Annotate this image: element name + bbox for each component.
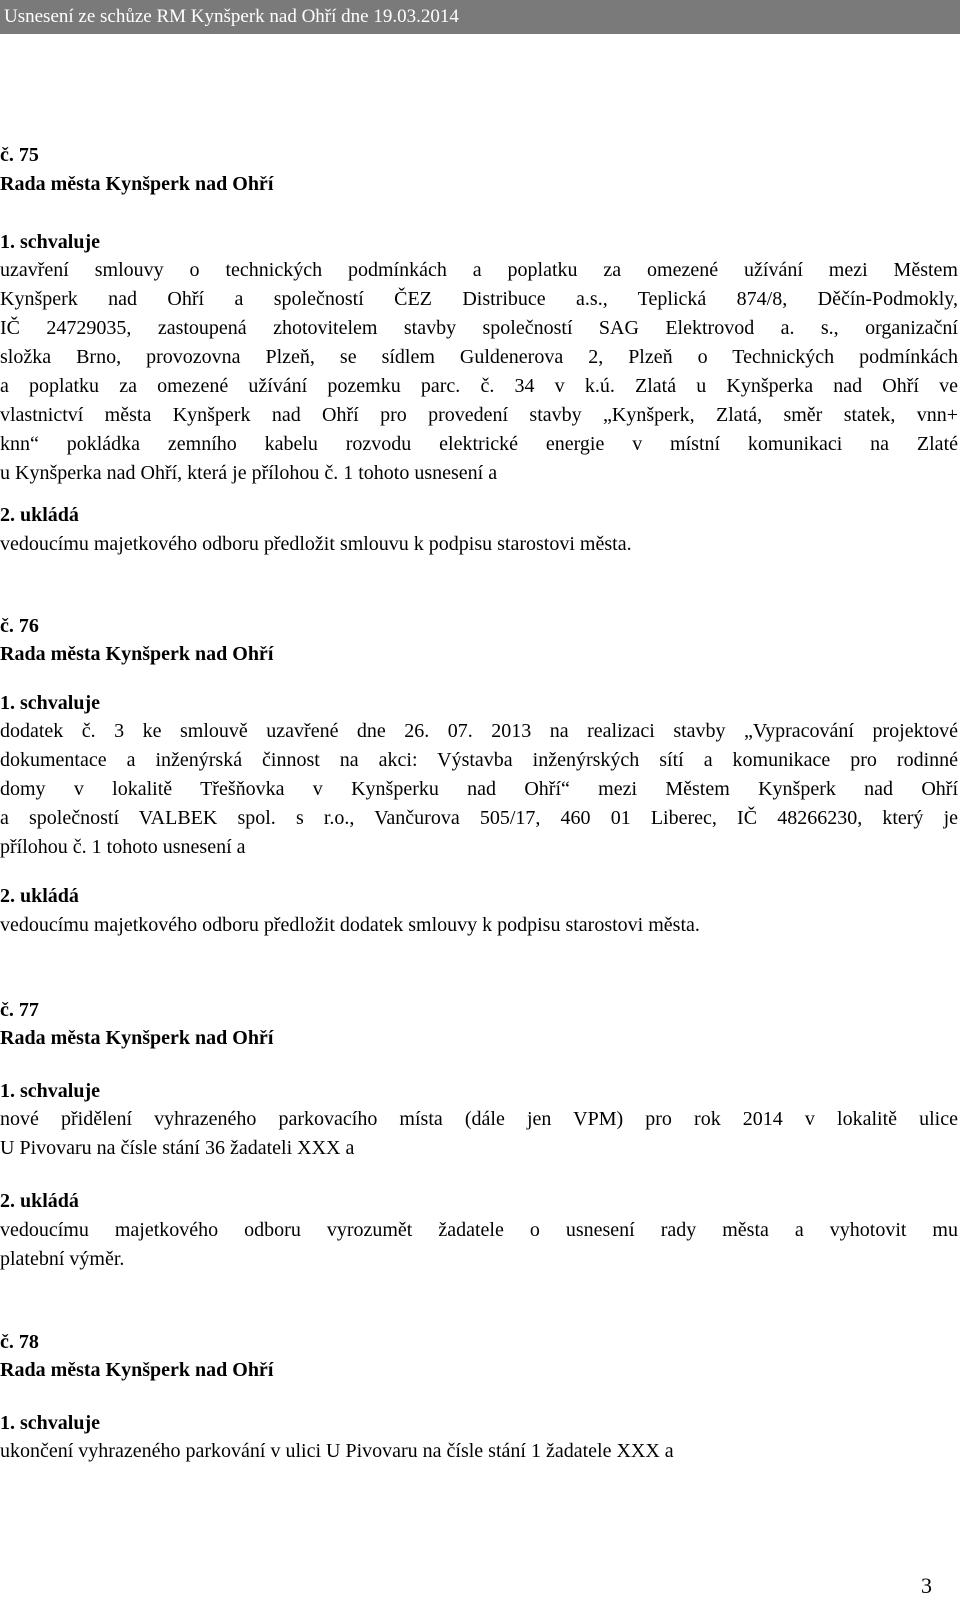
text-line: vedoucímu majetkového odboru předložit smlouvu k podpisu starostovi města. [0,533,632,555]
text-line: dokumentace a inženýrská činnost na akci: Výstavba inženýrských sítí a komunikace pro rodinné [0,749,958,771]
text-line: u Kynšperka nad Ohří, která je přílohou č. 1 tohoto usnesení a [0,462,498,484]
page-header [0,0,960,34]
text-line: složka Brno, provozovna Plzeň, se sídlem Guldenerova 2, Plzeň o Technických podmínkách [0,346,958,368]
text-line: vedoucímu majetkového odboru předložit dodatek smlouvy k podpisu starostovi města. [0,914,700,936]
text-line: ukončení vyhrazeného parkování v ulici U Pivovaru na čísle stání 1 žadatele XXX a [0,1440,674,1462]
resolution-number: č. 78 [0,1331,39,1353]
text-line: vlastnictví města Kynšperk nad Ohří pro provedení stavby „Kynšperk, Zlatá, směr statek, vnn+ [0,404,958,426]
text-line: přílohou č. 1 tohoto usnesení a [0,836,246,858]
item-approve-label: 1. schvaluje [0,1080,100,1102]
text-line: IČ 24729035, zastoupená zhotovitelem stavby společností SAG Elektrovod a. s., organizační [0,317,958,339]
text-line: platební výměr. [0,1248,125,1270]
item-approve-label: 1. schvaluje [0,692,100,714]
page-number: 3 [921,1573,932,1598]
text-line: a poplatku za omezené užívání pozemku parc. č. 34 v k.ú. Zlatá u Kynšperka nad Ohří ve [0,375,958,397]
text-line: vedoucímu majetkového odboru vyrozumět žadatele o usnesení rady města a vyhotovit mu [0,1219,958,1241]
resolution-body: Rada města Kynšperk nad Ohří [0,643,274,665]
resolution-number: č. 75 [0,144,39,166]
item-order-label: 2. ukládá [0,504,79,526]
item-approve-label: 1. schvaluje [0,231,100,253]
item-approve-label: 1. schvaluje [0,1412,100,1434]
text-line: Kynšperk nad Ohří a společností ČEZ Distribuce a.s., Teplická 874/8, Děčín-Podmokly, [0,288,958,310]
text-line: domy v lokalitě Třešňovka v Kynšperku nad Ohří“ mezi Městem Kynšperk nad Ohří [0,778,958,800]
text-line: U Pivovaru na čísle stání 36 žadateli XXX a [0,1137,355,1159]
item-order-label: 2. ukládá [0,885,79,907]
item-order-label: 2. ukládá [0,1190,79,1212]
text-line: uzavření smlouvy o technických podmínkách a poplatku za omezené užívání mezi Městem [0,259,958,281]
text-line: knn“ pokládka zemního kabelu rozvodu elektrické energie v místní komunikaci na Zlaté [0,433,958,455]
header-title: Usnesení ze schůze RM Kynšperk nad Ohří dne 19.03.2014 [4,6,459,27]
text-line: dodatek č. 3 ke smlouvě uzavřené dne 26. 07. 2013 na realizaci stavby „Vypracování projektové [0,720,958,742]
resolution-number: č. 77 [0,999,39,1021]
text-line: a společností VALBEK spol. s r.o., Vančurova 505/17, 460 01 Liberec, IČ 48266230, který je [0,807,958,829]
resolution-body: Rada města Kynšperk nad Ohří [0,1027,274,1049]
resolution-body: Rada města Kynšperk nad Ohří [0,1359,274,1381]
resolution-body: Rada města Kynšperk nad Ohří [0,173,274,195]
text-line: nové přidělení vyhrazeného parkovacího místa (dále jen VPM) pro rok 2014 v lokalitě ulice [0,1108,958,1130]
resolution-number: č. 76 [0,615,39,637]
